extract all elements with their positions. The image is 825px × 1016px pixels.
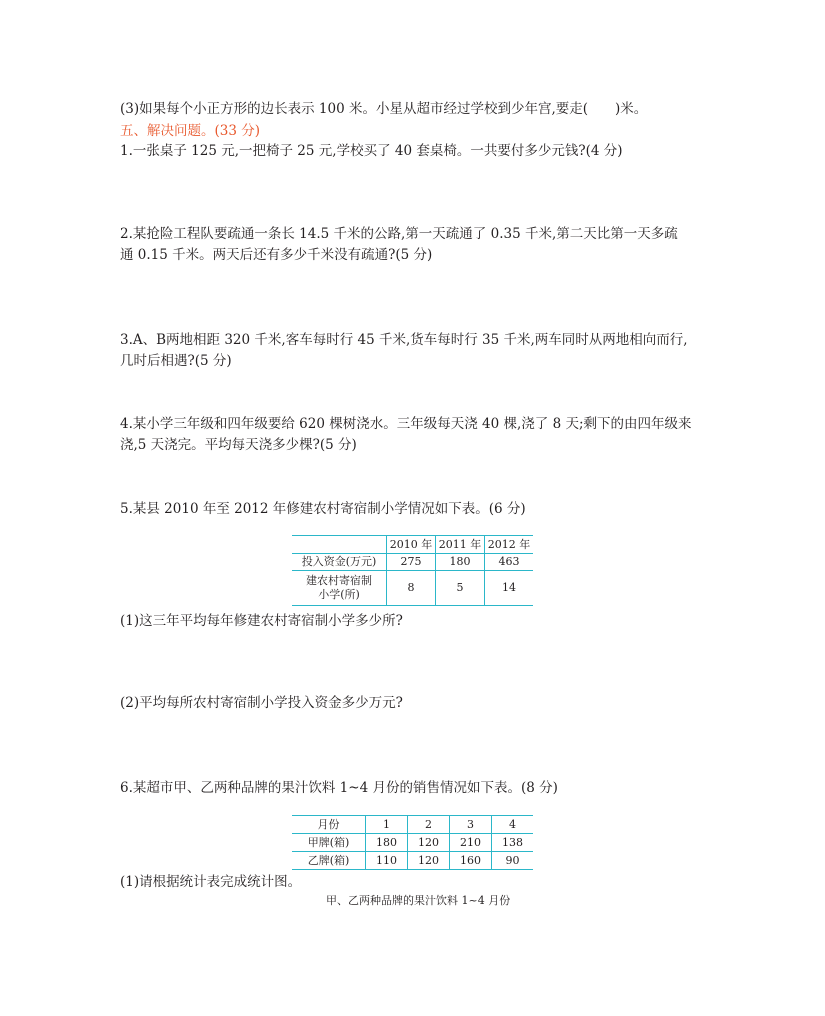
table-cell: 8: [387, 571, 436, 606]
section-title: 五、解决问题。(33 分): [120, 123, 261, 139]
problem-2-line-1: 2.某抢险工程队要疏通一条长 14.5 千米的公路,第一天疏通了 0.35 千米,第二天比第一天多疏: [120, 226, 678, 242]
problem-6: 6.某超市甲、乙两种品牌的果汁饮料 1~4 月份的销售情况如下表。(8 分): [120, 780, 558, 796]
question-3-part-3: (3)如果每个小正方形的边长表示 100 米。小星从超市经过学校到少年宫,要走( )米。: [120, 101, 648, 117]
table-header-cell: 1: [366, 816, 408, 834]
table-header-cell: 2: [408, 816, 450, 834]
table-cell: 160: [450, 852, 492, 870]
problem-6-sub-1: (1)请根据统计表完成统计图。: [120, 874, 302, 890]
problem-5: 5.某县 2010 年至 2012 年修建农村寄宿制小学情况如下表。(6 分): [120, 501, 526, 517]
table-header-cell: 3: [450, 816, 492, 834]
table-cell: 138: [492, 834, 534, 852]
table-cell: 90: [492, 852, 534, 870]
table-header-cell: 4: [492, 816, 534, 834]
problem-4-line-1: 4.某小学三年级和四年级要给 620 棵树浇水。三年级每天浇 40 棵,浇了 8 天;剩下的由四年级来: [120, 416, 692, 432]
table-cell: 180: [366, 834, 408, 852]
problem-1: 1.一张桌子 125 元,一把椅子 25 元,学校买了 40 套桌椅。一共要付多少元钱?(4 分): [120, 143, 623, 159]
table-cell: 275: [387, 554, 436, 571]
table-header-row: [292, 536, 533, 554]
table-row-label: 乙牌(箱): [292, 852, 366, 870]
table-row-label: [292, 571, 387, 606]
table-header-cell: 2012 年: [485, 536, 534, 554]
table-row: [292, 554, 533, 571]
table-cell: 14: [485, 571, 534, 606]
problem-4-line-2: 浇,5 天浇完。平均每天浇多少棵?(5 分): [120, 437, 357, 453]
chart-caption: 甲、乙两种品牌的果汁饮料 1~4 月份: [326, 894, 511, 907]
table-row: [292, 834, 533, 852]
funding-table: [292, 535, 533, 606]
table-cell: 120: [408, 852, 450, 870]
table-row: [292, 571, 533, 606]
table-row: [292, 852, 533, 870]
problem-5-sub-2: (2)平均每所农村寄宿制小学投入资金多少万元?: [120, 695, 403, 711]
problem-2-line-2: 通 0.15 千米。两天后还有多少千米没有疏通?(5 分): [120, 247, 433, 263]
table-header-cell: 2010 年: [387, 536, 436, 554]
problem-3-line-2: 几时后相遇?(5 分): [120, 353, 232, 369]
table-header-cell: 月份: [292, 816, 366, 834]
table-header-row: [292, 816, 533, 834]
table-row-label: 投入资金(万元): [292, 554, 387, 571]
sales-table: [292, 815, 533, 870]
table-row-label: 甲牌(箱): [292, 834, 366, 852]
table-row-label-line-1: 建农村寄宿制: [306, 574, 372, 587]
table-row-label-line-2: 小学(所): [318, 588, 360, 601]
table-cell: 5: [436, 571, 485, 606]
problem-3-line-1: 3.A、B两地相距 320 千米,客车每时行 45 千米,货车每时行 35 千米,两车同时从两地相向而行,: [120, 332, 688, 348]
table-cell: 120: [408, 834, 450, 852]
table-header-cell: [292, 536, 387, 554]
table-cell: 110: [366, 852, 408, 870]
table-cell: 180: [436, 554, 485, 571]
table-cell: 210: [450, 834, 492, 852]
problem-5-sub-1: (1)这三年平均每年修建农村寄宿制小学多少所?: [120, 613, 403, 629]
table-header-cell: 2011 年: [436, 536, 485, 554]
table-cell: 463: [485, 554, 534, 571]
